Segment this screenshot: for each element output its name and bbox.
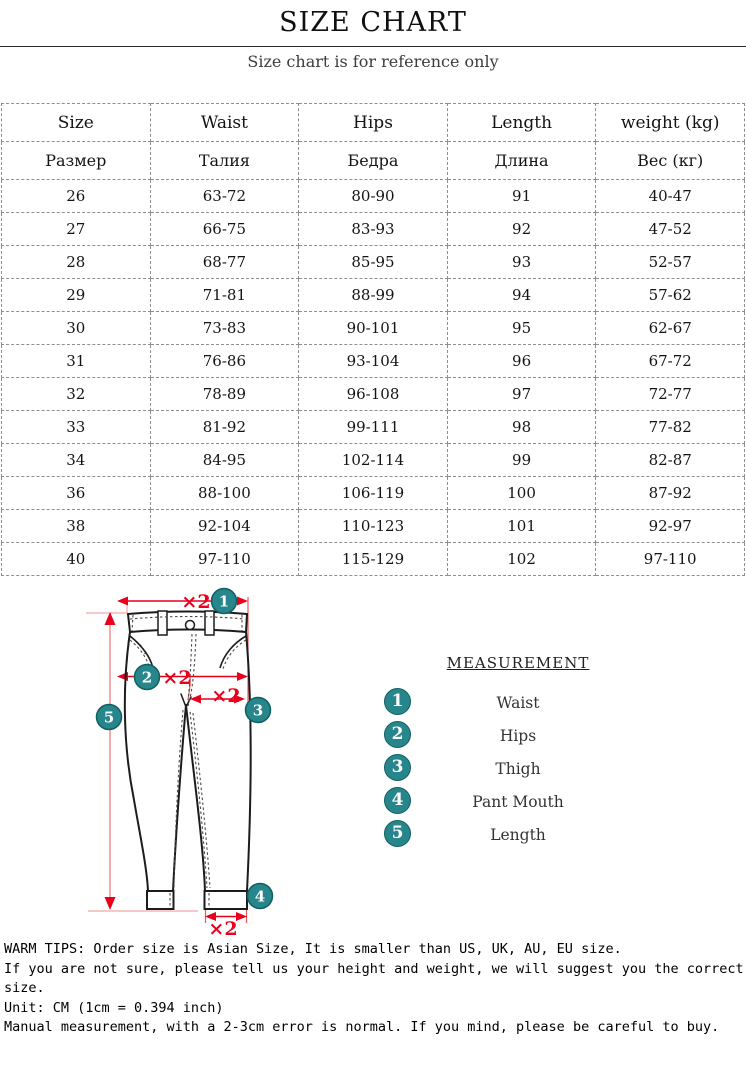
size-cell: 63-72 [150, 180, 299, 213]
size-cell: 47-52 [596, 213, 745, 246]
pant-mouth-x2-label: ×2 [208, 918, 238, 940]
marker-thigh [246, 698, 271, 723]
pocket-lines [130, 636, 246, 668]
size-cell: 91 [447, 180, 596, 213]
header-cell: Длина [447, 142, 596, 180]
size-cell: 78-89 [150, 378, 299, 411]
size-cell: 33 [2, 411, 151, 444]
size-cell: 115-129 [299, 543, 448, 576]
size-cell: 76-86 [150, 345, 299, 378]
header-cell: Вес (кг) [596, 142, 745, 180]
table-row [2, 246, 745, 279]
pants-diagram [0, 578, 346, 948]
svg-text:4: 4 [254, 887, 266, 906]
table-row [2, 312, 745, 345]
size-cell: 82-87 [596, 444, 745, 477]
header-cell: Size [2, 104, 151, 142]
table-row [2, 180, 745, 213]
size-cell: 96 [447, 345, 596, 378]
thigh-x2-label: ×2 [211, 685, 241, 707]
tips-line: Unit: CM (1cm = 0.394 inch) [4, 999, 224, 1016]
size-cell: 73-83 [150, 312, 299, 345]
legend-marker-3: 3 [384, 754, 411, 781]
warm-tips [4, 940, 744, 1038]
svg-text:3: 3 [252, 701, 264, 720]
table-row [2, 279, 745, 312]
size-cell: 101 [447, 510, 596, 543]
legend-item-length [382, 818, 654, 851]
header-divider [0, 46, 746, 47]
legend-marker-4: 4 [384, 787, 411, 814]
size-cell: 81-92 [150, 411, 299, 444]
size-cell: 66-75 [150, 213, 299, 246]
size-cell: 28 [2, 246, 151, 279]
legend-item-hips [382, 719, 654, 752]
size-cell: 40-47 [596, 180, 745, 213]
legend-label-length: Length [490, 825, 546, 844]
page-title: SIZE CHART [279, 7, 467, 38]
size-cell: 84-95 [150, 444, 299, 477]
legend-marker-2: 2 [384, 721, 411, 748]
size-cell: 97-110 [596, 543, 745, 576]
legend-label-thigh: Thigh [495, 759, 541, 778]
size-cell: 27 [2, 213, 151, 246]
legend-label-pant-mouth: Pant Mouth [472, 792, 564, 811]
size-cell: 87-92 [596, 477, 745, 510]
size-cell: 92-97 [596, 510, 745, 543]
size-cell: 32 [2, 378, 151, 411]
measurement-legend [382, 654, 654, 851]
tips-line: size. [4, 980, 45, 997]
tips-line: WARM TIPS: Order size is Asian Size, It is smaller than US, UK, AU, EU size. [4, 941, 622, 957]
size-cell: 26 [2, 180, 151, 213]
size-cell: 29 [2, 279, 151, 312]
table-row [2, 444, 745, 477]
svg-text:2: 2 [141, 668, 153, 687]
size-cell: 62-67 [596, 312, 745, 345]
svg-text:1: 1 [218, 592, 230, 611]
size-cell: 99 [447, 444, 596, 477]
header-cell: Бедра [299, 142, 448, 180]
marker-length [97, 705, 122, 730]
table-row [2, 543, 745, 576]
size-cell: 88-100 [150, 477, 299, 510]
legend-label-waist: Waist [496, 693, 540, 712]
size-cell: 52-57 [596, 246, 745, 279]
size-cell: 83-93 [299, 213, 448, 246]
size-cell: 106-119 [299, 477, 448, 510]
legend-marker-5: 5 [384, 820, 411, 847]
table-row [2, 411, 745, 444]
size-cell: 100 [447, 477, 596, 510]
stitching [130, 615, 246, 908]
size-cell: 96-108 [299, 378, 448, 411]
size-cell: 110-123 [299, 510, 448, 543]
size-cell: 102 [447, 543, 596, 576]
page-subtitle: Size chart is for reference only [247, 52, 499, 71]
size-cell: 30 [2, 312, 151, 345]
size-cell: 88-99 [299, 279, 448, 312]
table-header-row-ru [2, 142, 745, 180]
hips-x2-label: ×2 [162, 667, 192, 689]
size-cell: 57-62 [596, 279, 745, 312]
header-cell: Length [447, 104, 596, 142]
size-cell: 94 [447, 279, 596, 312]
size-cell: 85-95 [299, 246, 448, 279]
table-row [2, 378, 745, 411]
size-cell: 93-104 [299, 345, 448, 378]
svg-text:5: 5 [103, 708, 115, 727]
size-cell: 97 [447, 378, 596, 411]
legend-item-pant-mouth [382, 785, 654, 818]
header-cell: Талия [150, 142, 299, 180]
size-cell: 98 [447, 411, 596, 444]
size-cell: 102-114 [299, 444, 448, 477]
size-cell: 38 [2, 510, 151, 543]
tips-line: If you are not sure, please tell us your height and weight, we will suggest you the correct [4, 960, 744, 977]
legend-item-waist [382, 686, 654, 719]
size-cell: 40 [2, 543, 151, 576]
size-cell: 36 [2, 477, 151, 510]
size-cell: 71-81 [150, 279, 299, 312]
size-cell: 67-72 [596, 345, 745, 378]
waistband-details [158, 611, 214, 635]
header-cell: Waist [150, 104, 299, 142]
size-cell: 77-82 [596, 411, 745, 444]
size-cell: 93 [447, 246, 596, 279]
size-cell: 34 [2, 444, 151, 477]
header-cell: weight (kg) [596, 104, 745, 142]
size-table [1, 103, 745, 576]
marker-pant-mouth [248, 884, 273, 909]
table-row [2, 510, 745, 543]
size-cell: 90-101 [299, 312, 448, 345]
waist-x2-label: ×2 [181, 591, 211, 613]
header-cell: Размер [2, 142, 151, 180]
size-cell: 80-90 [299, 180, 448, 213]
guide-lines-red [188, 597, 248, 923]
length-arrow [105, 612, 116, 910]
header-cell: Hips [299, 104, 448, 142]
size-cell: 92 [447, 213, 596, 246]
pants-outline [125, 612, 251, 910]
legend-label-hips: Hips [499, 726, 537, 745]
legend-item-thigh [382, 752, 654, 785]
size-cell: 99-111 [299, 411, 448, 444]
size-cell: 72-77 [596, 378, 745, 411]
size-cell: 97-110 [150, 543, 299, 576]
size-cell: 95 [447, 312, 596, 345]
size-cell: 68-77 [150, 246, 299, 279]
table-row [2, 213, 745, 246]
legend-marker-1: 1 [384, 688, 411, 715]
size-cell: 31 [2, 345, 151, 378]
marker-waist [212, 589, 237, 614]
tips-line: Manual measurement, with a 2-3cm error is normal. If you mind, please be careful to buy. [4, 1019, 720, 1036]
table-row [2, 477, 745, 510]
legend-title: MEASUREMENT [446, 654, 590, 672]
size-cell: 92-104 [150, 510, 299, 543]
marker-hips [135, 665, 160, 690]
table-header-row-en [2, 104, 745, 142]
table-row [2, 345, 745, 378]
